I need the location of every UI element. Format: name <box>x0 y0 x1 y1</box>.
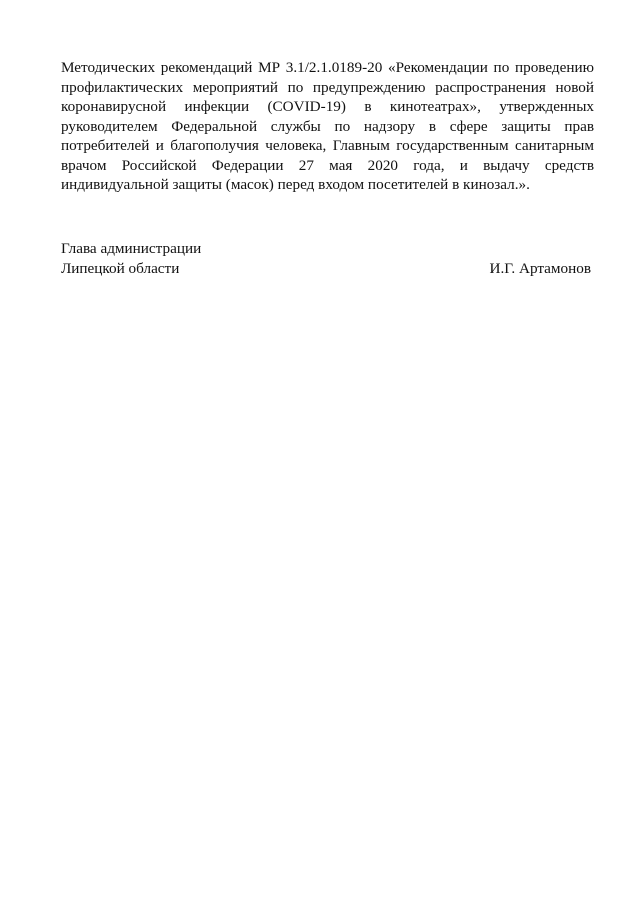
signature-title-line-1 <box>61 239 594 259</box>
signature-title-1: Глава администрации <box>61 240 202 257</box>
signature-block <box>61 239 594 278</box>
body-paragraph: Методических рекомендаций МР 3.1/2.1.0189-20 «Рекомендации по проведению профилактических мероприятий по предупреждению распространения новой коронавирусной инфекции (COVID-19) в кинотеатрах», утвержденных руководителем Федеральной службы по надзору в сфере защиты прав потребителей и благополучия человека, Главным государственным санитарным врачом Российской Федерации 27 мая 2020 года, и выдачу средств индивидуальной защиты (масок) перед входом посетителей в кинозал.». <box>61 59 594 193</box>
signature-title-line-2 <box>61 259 594 279</box>
signature-title-2: Липецкой области <box>61 259 180 277</box>
signatory-name: И.Г. Артамонов <box>489 259 591 277</box>
